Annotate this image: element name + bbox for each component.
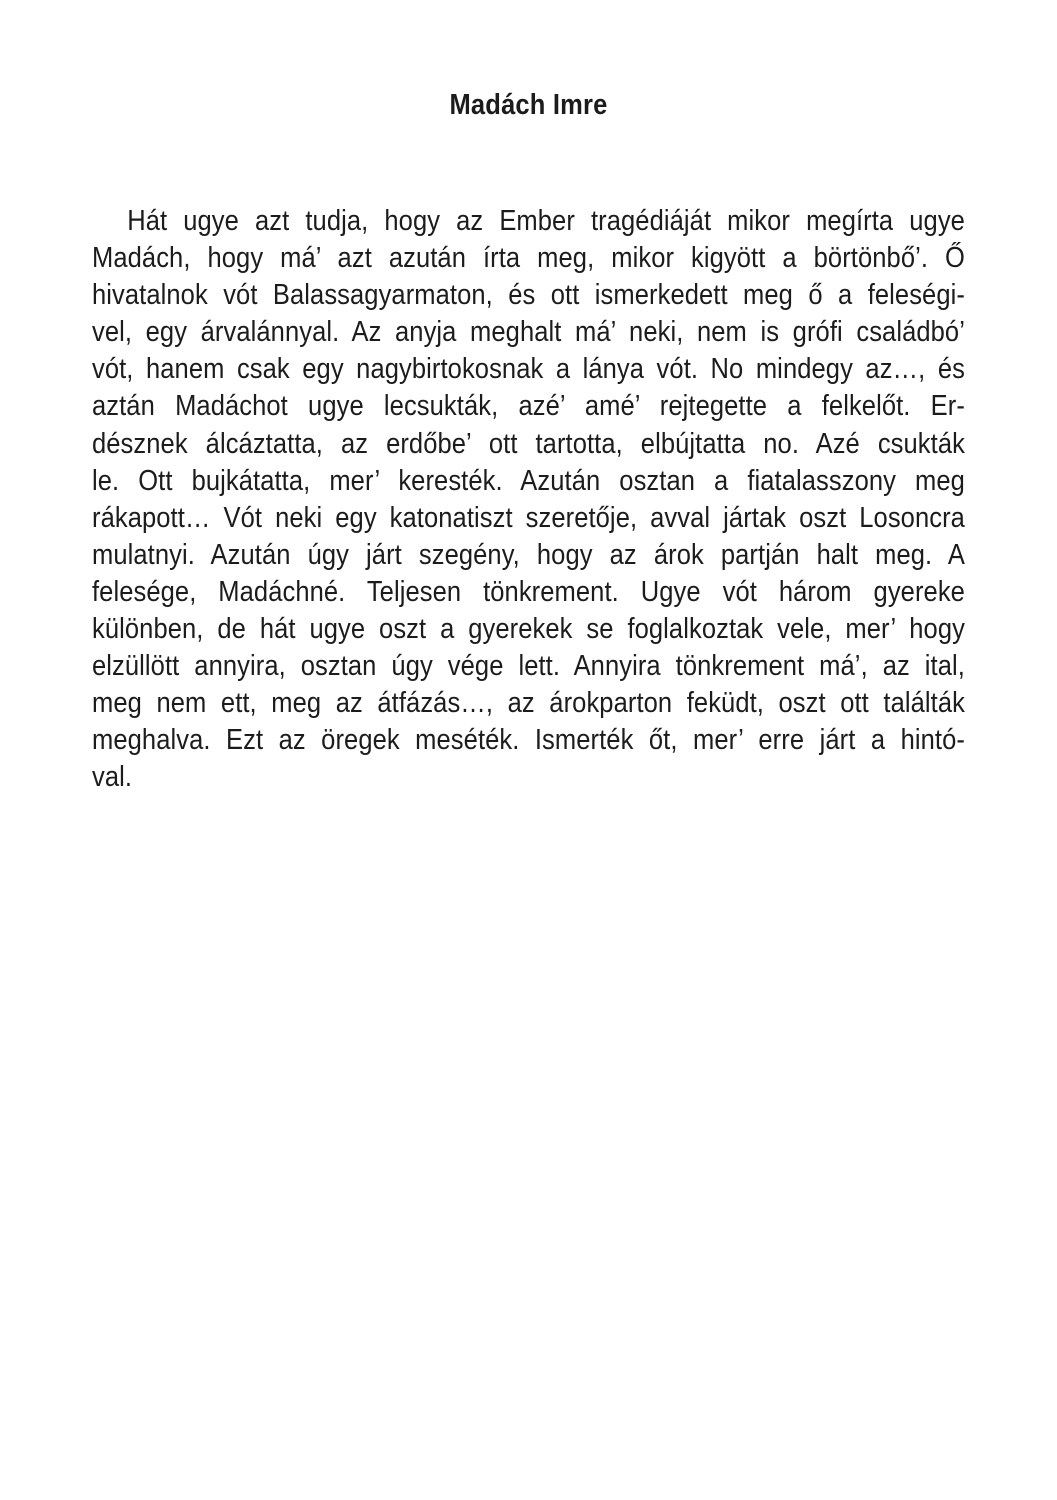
text-line: val. bbox=[92, 761, 133, 794]
text-line: mulatnyi. Azután úgy járt szegény, hogy az árok partján halt meg. A bbox=[92, 538, 965, 571]
text-block bbox=[92, 87, 965, 797]
text-line: elzüllött annyira, osztan úgy vége lett. Annyira tönkrement má’, az ital, bbox=[92, 650, 965, 683]
text-line: le. Ott bujkátatta, mer’ keresték. Azután osztan a fiatalasszony meg bbox=[92, 464, 965, 497]
text-line: vót, hanem csak egy nagybirtokosnak a lánya vót. No mindegy az…, és bbox=[92, 353, 965, 386]
text-line: Hát ugye azt tudja, hogy az Ember tragédiáját mikor megírta ugye bbox=[127, 205, 965, 237]
text-line: rákapott… Vót neki egy katonatiszt szeretője, avval jártak oszt Losoncra bbox=[92, 501, 965, 534]
text-line: meghalva. Ezt az öregek meséték. Ismerték őt, mer’ erre járt a hintó- bbox=[92, 724, 965, 757]
text-line: felesége, Madáchné. Teljesen tönkrement. Ugye vót három gyereke bbox=[92, 575, 965, 608]
story-paragraph bbox=[92, 203, 965, 797]
text-line: vel, egy árvalánnyal. Az anyja meghalt má’ neki, nem is grófi családbó’ bbox=[92, 316, 965, 349]
page-title: Madách Imre bbox=[449, 89, 608, 121]
text-line: aztán Madáchot ugye lecsukták, azé’ amé’ rejtegette a felkelőt. Er- bbox=[92, 390, 965, 423]
text-line: különben, de hát ugye oszt a gyerekek se foglalkoztak vele, mer’ hogy bbox=[92, 613, 965, 646]
text-line: meg nem ett, meg az átfázás…, az árokparton feküdt, oszt ott találták bbox=[92, 687, 965, 720]
text-line: hivatalnok vót Balassagyarmaton, és ott ismerkedett meg ő a feleségi- bbox=[92, 279, 965, 312]
text-line: désznek álcáztatta, az erdőbe’ ott tartotta, elbújtatta no. Azé csukták bbox=[92, 427, 965, 460]
text-line: Madách, hogy má’ azt azután írta meg, mikor kigyött a börtönbő’. Ő bbox=[92, 242, 965, 275]
